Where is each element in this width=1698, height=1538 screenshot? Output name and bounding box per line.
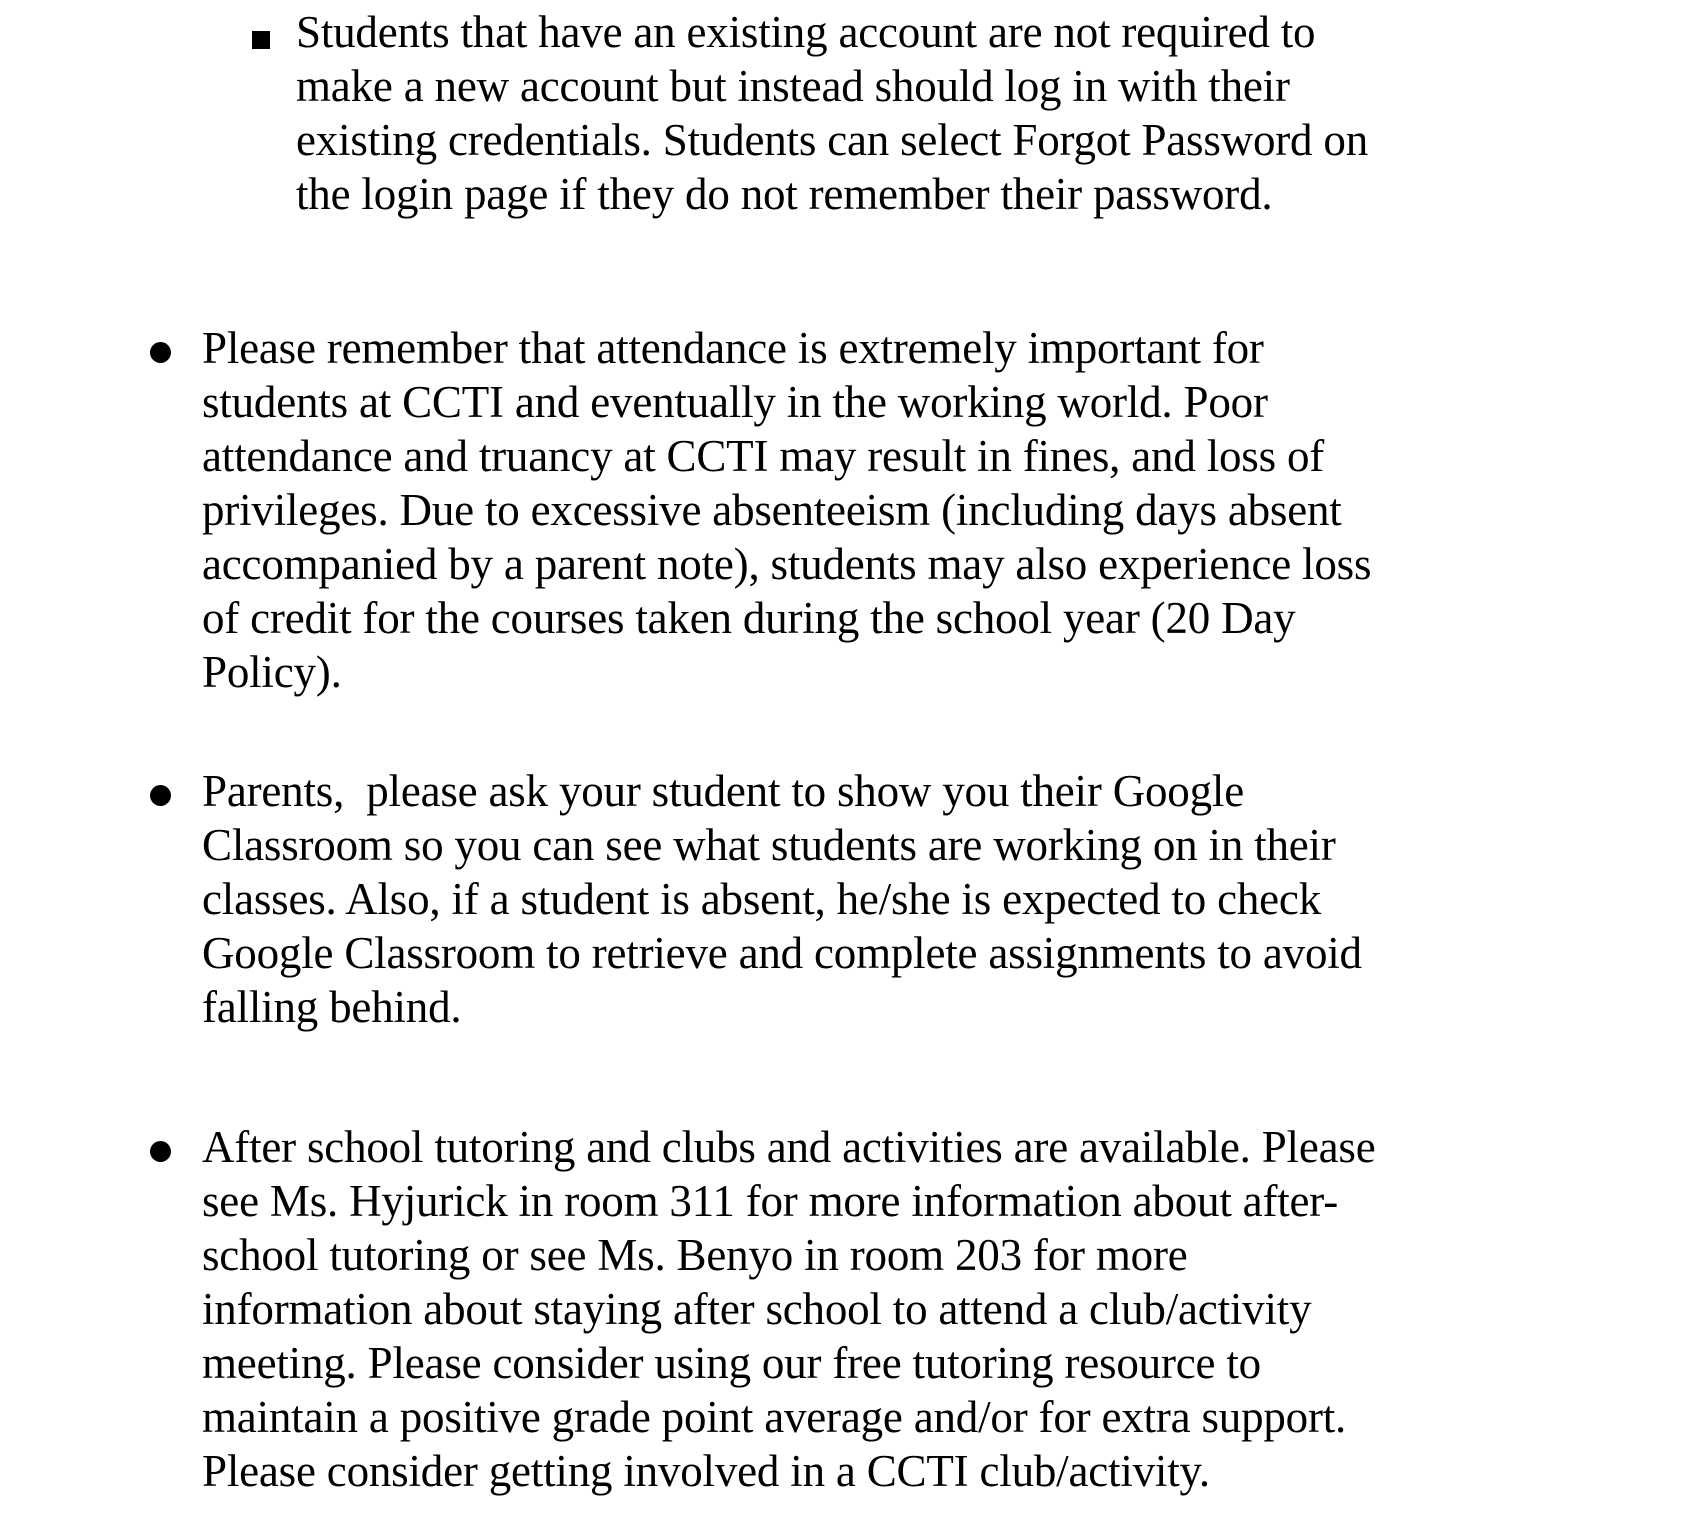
text-line: see Ms. Hyjurick in room 311 for more information about after- bbox=[202, 1176, 1338, 1226]
text-line: attendance and truancy at CCTI may result in fines, and loss of bbox=[202, 431, 1325, 481]
bullet-text bbox=[202, 764, 1362, 1034]
text-line: Parents, please ask your student to show you their Google bbox=[202, 766, 1244, 816]
bullet-text bbox=[202, 321, 1371, 699]
text-line: information about staying after school to attend a club/activity bbox=[202, 1284, 1312, 1334]
disc-bullet-icon bbox=[150, 785, 171, 806]
disc-bullet-icon bbox=[150, 342, 171, 363]
square-bullet-icon bbox=[252, 31, 270, 49]
bullet-text bbox=[202, 1120, 1376, 1498]
text-line: Policy). bbox=[202, 647, 342, 697]
text-line: privileges. Due to excessive absenteeism (including days absent bbox=[202, 485, 1342, 535]
text-line: existing credentials. Students can select Forgot Password on bbox=[296, 115, 1368, 165]
disc-bullet-icon bbox=[150, 1141, 171, 1162]
text-line: classes. Also, if a student is absent, he/she is expected to check bbox=[202, 874, 1322, 924]
text-line: Google Classroom to retrieve and complete assignments to avoid bbox=[202, 928, 1362, 978]
text-line: Please consider getting involved in a CCTI club/activity. bbox=[202, 1446, 1210, 1496]
text-line: make a new account but instead should log in with their bbox=[296, 61, 1290, 111]
text-line: After school tutoring and clubs and activities are available. Please bbox=[202, 1122, 1376, 1172]
list-item-tutoring-clubs bbox=[150, 1120, 1698, 1498]
text-line: meeting. Please consider using our free tutoring resource to bbox=[202, 1338, 1261, 1388]
list-item-google-classroom bbox=[150, 764, 1698, 1034]
text-line: Please remember that attendance is extremely important for bbox=[202, 323, 1264, 373]
text-line: Students that have an existing account are not required to bbox=[296, 7, 1316, 57]
text-line: the login page if they do not remember their password. bbox=[296, 169, 1273, 219]
text-line: maintain a positive grade point average and/or for extra support. bbox=[202, 1392, 1347, 1442]
text-line: falling behind. bbox=[202, 982, 462, 1032]
list-item-attendance bbox=[150, 321, 1698, 699]
bullet-text bbox=[296, 5, 1368, 221]
text-line: of credit for the courses taken during the school year (20 Day bbox=[202, 593, 1296, 643]
text-line: accompanied by a parent note), students may also experience loss bbox=[202, 539, 1372, 589]
text-line: students at CCTI and eventually in the working world. Poor bbox=[202, 377, 1268, 427]
text-line: Classroom so you can see what students are working on in their bbox=[202, 820, 1336, 870]
list-item-existing-account bbox=[252, 5, 1698, 221]
text-line: school tutoring or see Ms. Benyo in room 203 for more bbox=[202, 1230, 1188, 1280]
